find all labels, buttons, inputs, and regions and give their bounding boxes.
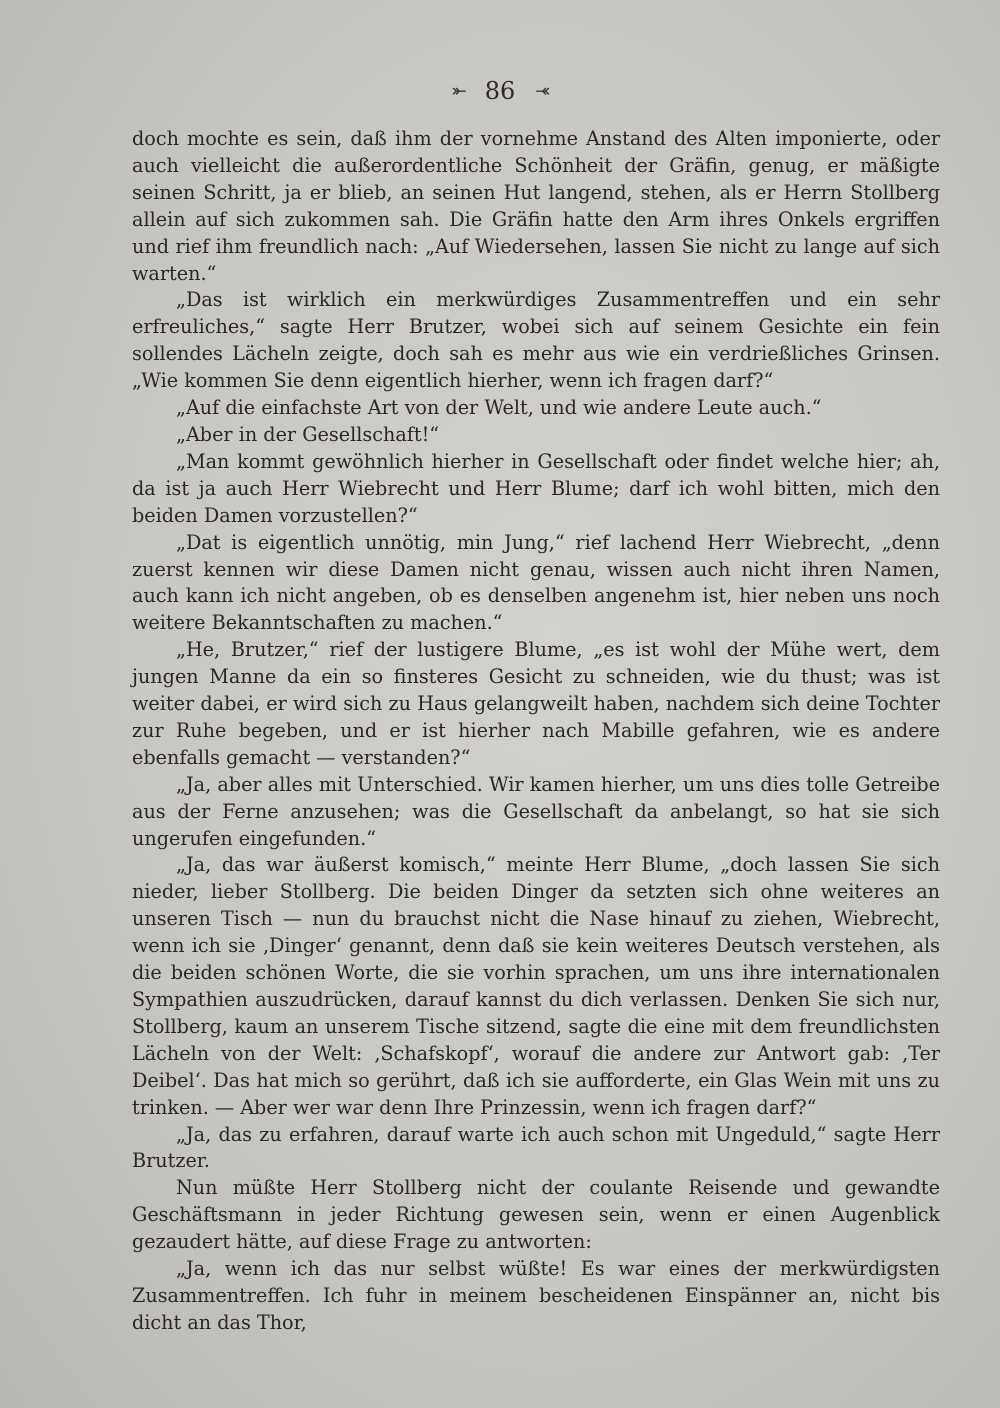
paragraph: doch mochte es sein, daß ihm der vornehme Anstand des Alten imponierte, oder auch vielleicht die außerordentliche Schönheit der Gräfin, genug, er mäßigte seinen Schritt, ja er blieb, an seinen Hut langend, stehen, als er Herrn Stollberg allein auf sich zukommen sah. Die Gräfin hatte den Arm ihres Onkels ergriffen und rief ihm freundlich nach: „Auf Wiedersehen, lassen Sie nicht zu lange auf sich warten.“ xyxy=(132,127,940,285)
body-text xyxy=(132,126,940,1337)
ornament-right: ⤛ xyxy=(535,80,549,102)
paragraph: „Aber in der Gesellschaft!“ xyxy=(176,422,440,446)
paragraph: „Das ist wirklich ein merkwürdiges Zusammentreffen und ein sehr erfreuliches,“ sagte Herr Brutzer, wobei sich auf seinem Gesichte ein fein sollendes Lächeln zeigte, doch sah es mehr aus wie ein verdrießliches Grinsen. „Wie kommen Sie denn eigentlich hierher, wenn ich fragen darf?“ xyxy=(132,288,940,393)
paragraph: „Ja, aber alles mit Unterschied. Wir kamen hierher, um uns dies tolle Getreibe aus der Ferne anzusehen; was die Gesellschaft da anbelangt, so hat sie sich ungerufen eingefunden.“ xyxy=(132,772,940,850)
paragraph: „Auf die einfachste Art von der Welt, und wie andere Leute auch.“ xyxy=(176,396,822,420)
page-header xyxy=(0,74,1000,108)
page-number: 86 xyxy=(484,77,516,105)
paragraph: „Ja, das zu erfahren, darauf warte ich auch schon mit Ungeduld,“ sagte Herr Brutzer. xyxy=(132,1122,940,1173)
ornament-left: ⤜ xyxy=(451,80,465,102)
paragraph: „He, Brutzer,“ rief der lustigere Blume, „es ist wohl der Mühe wert, dem jungen Manne da ein so finsteres Gesicht zu schneiden, wie du thust; was ist weiter dabei, er wird sich zu Haus gelangweilt haben, nachdem sich deine Tochter zur Ruhe begeben, und er ist hierher nach Mabille gefahren, wie es andere ebenfalls gemacht — verstanden?“ xyxy=(132,638,940,769)
paragraph: „Man kommt gewöhnlich hierher in Gesellschaft oder findet welche hier; ah, da ist ja auch Herr Wiebrecht und Herr Blume; darf ich wohl bitten, mich den beiden Damen vorzustellen?“ xyxy=(132,449,940,527)
paragraph: Nun müßte Herr Stollberg nicht der coulante Reisende und gewandte Geschäftsmann in jeder Richtung gewesen sein, wenn er einen Augenblick gezaudert hätte, auf diese Frage zu antworten: xyxy=(132,1176,940,1254)
paragraph: „Ja, wenn ich das nur selbst wüßte! Es war eines der merkwürdigsten Zusammentreffen. Ich fuhr in meinem bescheidenen Einspänner an, nicht bis dicht an das Thor, xyxy=(132,1257,940,1334)
paragraph: „Ja, das war äußerst komisch,“ meinte Herr Blume, „doch lassen Sie sich nieder, lieber Stollberg. Die beiden Dinger da setzten sich ohne weiteres an unseren Tisch — nun du brauchst nicht die Nase hinauf zu ziehen, Wiebrecht, wenn ich sie ‚Dinger‘ genannt, denn daß sie kein weiteres Deutsch verstehen, als die beiden schönen Worte, die sie vorhin sprachen, um uns ihre internationalen Sympathien auszudrücken, darauf kannst du dich verlassen. Denken Sie sich nur, Stollberg, kaum an unserem Tische sitzend, sagte die eine mit dem freundlichsten Lächeln von der Welt: ‚Schafskopf‘, worauf die andere zur Antwort gab: ‚Ter Deibel‘. Das hat mich so gerührt, daß ich sie aufforderte, ein Glas Wein mit uns zu trinken. — Aber wer war denn Ihre Prinzessin, wenn ich fragen darf?“ xyxy=(132,853,940,1119)
paragraph: „Dat is eigentlich unnötig, min Jung,“ rief lachend Herr Wiebrecht, „denn zuerst kennen wir diese Damen nicht genau, wissen auch nicht ihren Namen, auch kann ich nicht angeben, ob es denselben angenehm ist, hier neben uns noch weitere Bekanntschaften zu machen.“ xyxy=(132,530,940,635)
